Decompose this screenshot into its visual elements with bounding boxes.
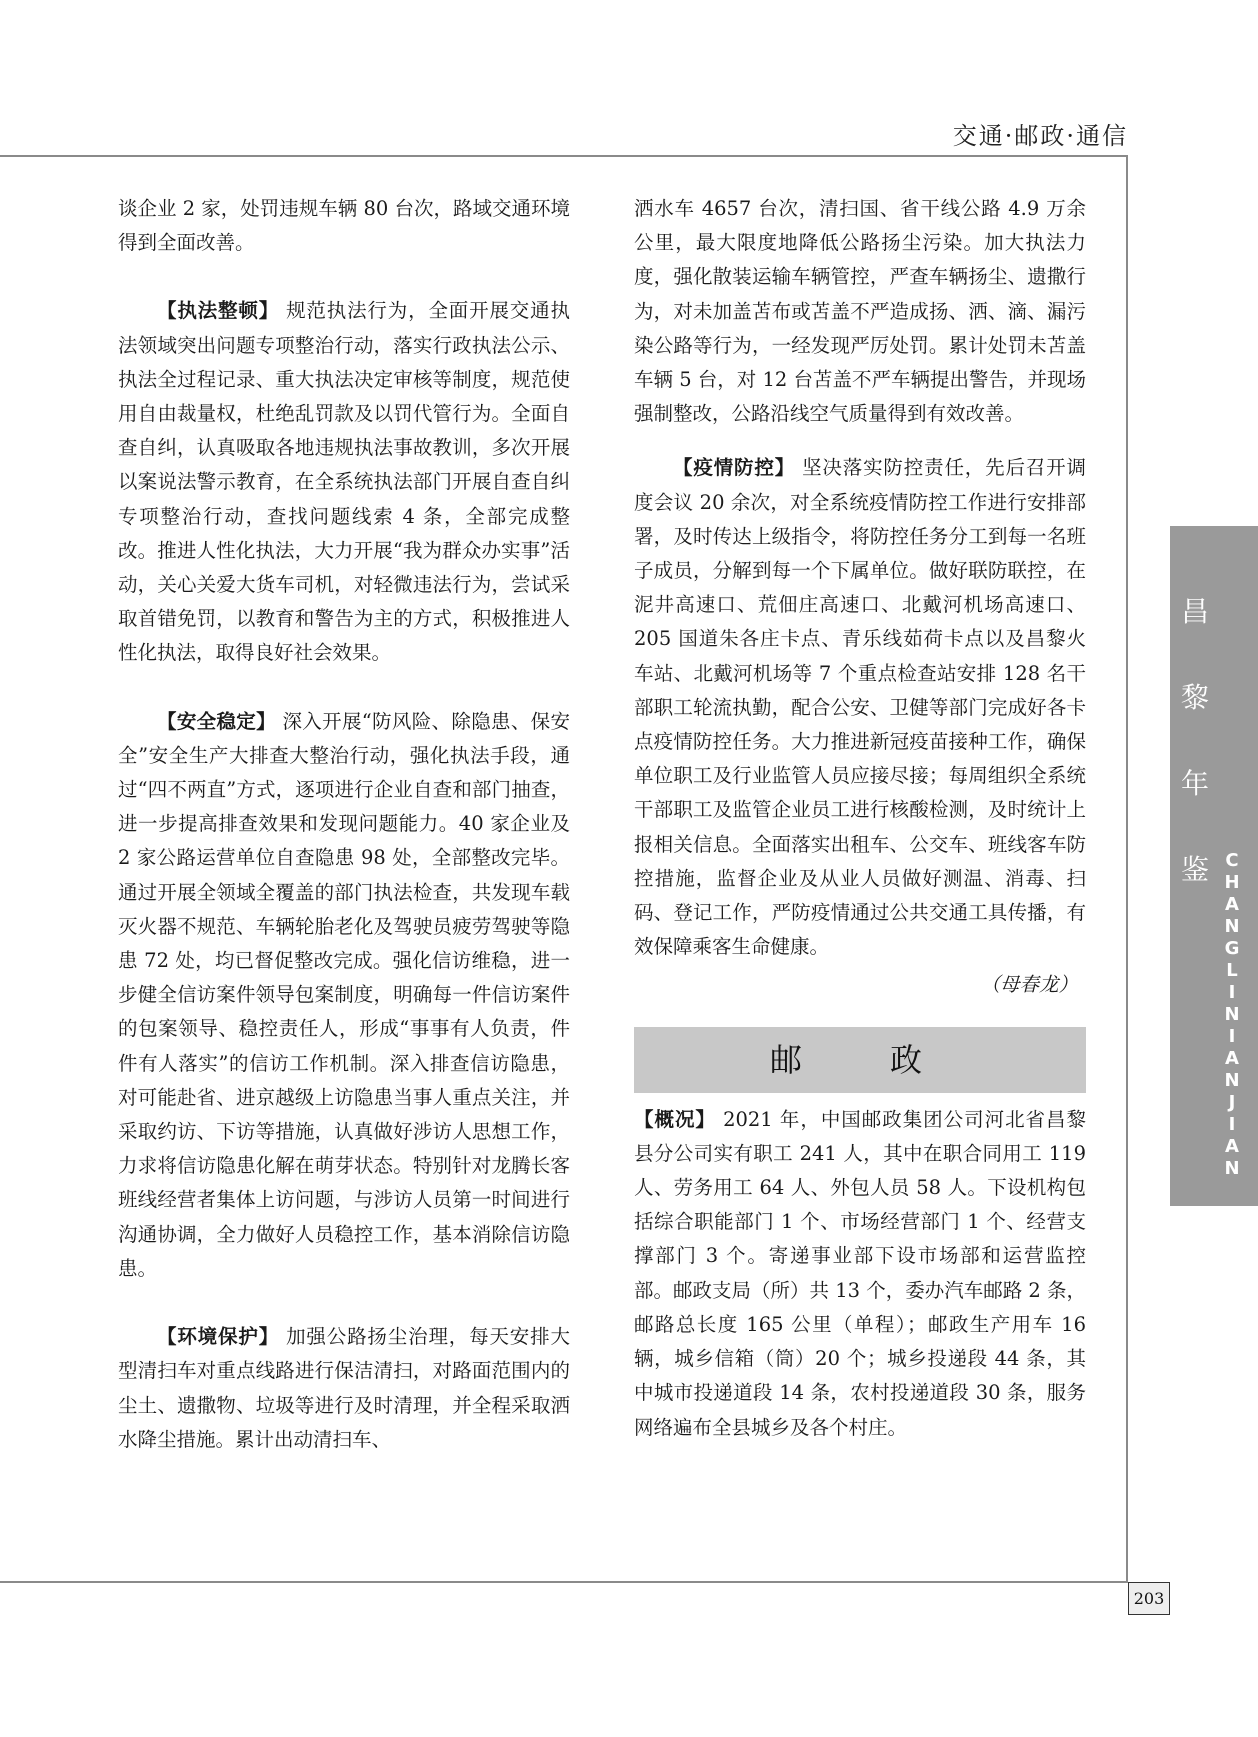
side-tab-letter: J bbox=[1228, 1092, 1236, 1113]
paragraph-text: 2021 年，中国邮政集团公司河北省昌黎县分公司实有职工 241 人，其中在职合同用工 119 人、劳务用工 64 人、外包人员 58 人。下设机构包括综合职能部门 1 个、市场经营部门 1 个、经营支撑部门 3 个。寄递事业部下设市场部和运营监控部。邮政支局（所）共 13 个，委办汽车邮路 2 条，邮路总长度 165 公里（单程）；邮政生产用车 16 辆，城乡信箱（筒）20 个；城乡投递段 44 条，其中城市投递道段 14 条，农村投递道段 30 条，服务网络遍布全县城乡及各个村庄。 bbox=[634, 1107, 1087, 1439]
paragraph-label: 【概况】 bbox=[634, 1107, 716, 1131]
paragraph-text: 规范执法行为，全面开展交通执法领域突出问题专项整治行动，落实行政执法公示、执法全过程记录、重大执法决定审核等制度，规范使用自由裁量权，杜绝乱罚款及以罚代管行为。全面自查自纠，认真吸取各地违规执法事故教训，多次开展以案说法警示教育，在全系统执法部门开展自查自纠专项整治行动，查找问题线索 4 条，全部完成整改。推进人性化执法，大力开展“我为群众办实事”活动，关心关爱大货车司机，对轻微违法行为，尝试采取首错免罚，以教育和警告为主的方式，积极推进人性化执法，取得良好社会效果。 bbox=[118, 299, 570, 665]
left-continuation-paragraph: 谈企业 2 家，处罚违规车辆 80 台次，路域交通环境得到全面改善。 bbox=[118, 197, 571, 255]
author-credit: （母春龙） bbox=[980, 973, 1078, 997]
paragraph-text: 坚决落实防控责任，先后召开调度会议 20 余次，对全系统疫情防控工作进行安排部署，及时传达上级指令，将防控任务分工到每一名班子成员，分解到每一个下属单位。做好联防联控，在泥井高速口、荒佃庄高速口、北戴河机场高速口、205 国道朱各庄卡点、青乐线茹荷卡点以及昌黎火车站、北戴河机场等 7 个重点检查站安排 128 名干部职工轮流执勤，配合公安、卫健等部门完成好各卡点疫情防控任务。大力推进新冠疫苗接种工作，确保单位职工及行业监管人员应接尽接；每周组织全系统干部职工及监管企业员工进行核酸检测，及时统计上报相关信息。全面落实出租车、公交车、班线客车防控措施，监督企业及从业人员做好测温、消毒、扫码、登记工作，严防疫情通过公共交通工具传播，有效保障乘客生命健康。 bbox=[634, 456, 1086, 959]
side-tab-letter: A bbox=[1225, 1136, 1239, 1157]
paragraph-safety-stability bbox=[118, 705, 570, 1286]
side-tab-chinese-title bbox=[1170, 590, 1220, 888]
left-column bbox=[118, 192, 570, 1457]
side-tab-char: 年 bbox=[1180, 767, 1209, 800]
side-tab-pinyin-title bbox=[1220, 852, 1244, 1178]
paragraph-environment bbox=[118, 1320, 570, 1457]
side-tab-char: 黎 bbox=[1180, 681, 1209, 714]
side-tab-letter: N bbox=[1224, 916, 1240, 937]
paragraph-label: 【安全稳定】 bbox=[157, 709, 276, 733]
paragraph-label: 【环境保护】 bbox=[157, 1325, 280, 1349]
page-number: 203 bbox=[1128, 1582, 1170, 1615]
right-continuation-paragraph: 洒水车 4657 台次，清扫国、省干线公路 4.9 万余公里，最大限度地降低公路扬尘污染。加大执法力度，强化散装运输车辆管控，严查车辆扬尘、遗撒行为，对未加盖苫布或苫盖不严造成扬、洒、滴、漏污染公路等行为，一经发现严厉处罚。累计处罚未苫盖车辆 5 台，对 12 台苫盖不严车辆提出警告，并现场强制整改，公路沿线空气质量得到有效改善。 bbox=[634, 197, 1087, 426]
paragraph-label: 【执法整顿】 bbox=[157, 299, 280, 323]
side-tab-letter: C bbox=[1225, 850, 1239, 871]
paragraph-text: 加强公路扬尘治理，每天安排大型清扫车对重点线路进行保洁清扫，对路面范围内的尘土、遗撒物、垃圾等进行及时清理，并全程采取洒水降尘措施。累计出动清扫车、 bbox=[118, 1325, 570, 1451]
side-tab-char: 昌 bbox=[1180, 595, 1209, 628]
side-tab-letter: A bbox=[1225, 894, 1239, 915]
side-tab-letter: I bbox=[1228, 1114, 1236, 1135]
side-tab-letter: L bbox=[1226, 960, 1238, 981]
side-tab-letter: H bbox=[1224, 872, 1240, 893]
frame-right-rule bbox=[1126, 155, 1128, 1583]
right-column bbox=[634, 192, 1086, 1445]
side-tab-letter: A bbox=[1225, 1048, 1239, 1069]
paragraph-epidemic-control bbox=[634, 451, 1086, 964]
side-tab-letter: N bbox=[1224, 1158, 1240, 1179]
side-tab-letter: N bbox=[1224, 1004, 1240, 1025]
side-tab-letter: G bbox=[1224, 938, 1240, 959]
side-tab-letter: N bbox=[1224, 1070, 1240, 1091]
paragraph-overview bbox=[634, 1103, 1086, 1445]
paragraph-label: 【疫情防控】 bbox=[673, 456, 796, 480]
paragraph-law-enforcement bbox=[118, 294, 570, 670]
side-tab-letter: I bbox=[1228, 982, 1236, 1003]
frame-top-rule bbox=[0, 155, 1128, 157]
paragraph-text: 深入开展“防风险、除隐患、保安全”安全生产大排查大整治行动，强化执法手段，通过“四不两直”方式，逐项进行企业自查和部门抽查，进一步提高排查效果和发现问题能力。40 家企业及 2 家公路运营单位自查隐患 98 处，全部整改完毕。通过开展全领域全覆盖的部门执法检查，共发现车载灭火器不规范、车辆轮胎老化及驾驶员疲劳驾驶等隐患 72 处，均已督促整改完成。强化信访维稳，进一步健全信访案件领导包案制度，明确每一件信访案件的包案领导、稳控责任人，形成“事事有人负责，件件有人落实”的信访工作机制。深入排查信访隐患，对可能赴省、进京越级上访隐患当事人重点关注，并采取约访、下访等措施，认真做好涉访人思想工作，力求将信访隐患化解在萌芽状态。特别针对龙腾长客班线经营者集体上访问题，与涉访人员第一时间进行沟通协调，全力做好人员稳控工作，基本消除信访隐患。 bbox=[118, 709, 570, 1280]
side-tab-letter: I bbox=[1228, 1026, 1236, 1047]
frame-bottom-rule bbox=[0, 1581, 1128, 1583]
section-heading-postal: 邮 政 bbox=[634, 1027, 1086, 1093]
section-header-title: 交通·邮政·通信 bbox=[952, 122, 1128, 150]
side-tab-char: 鉴 bbox=[1180, 853, 1209, 886]
yearbook-side-tab bbox=[1170, 526, 1258, 1206]
